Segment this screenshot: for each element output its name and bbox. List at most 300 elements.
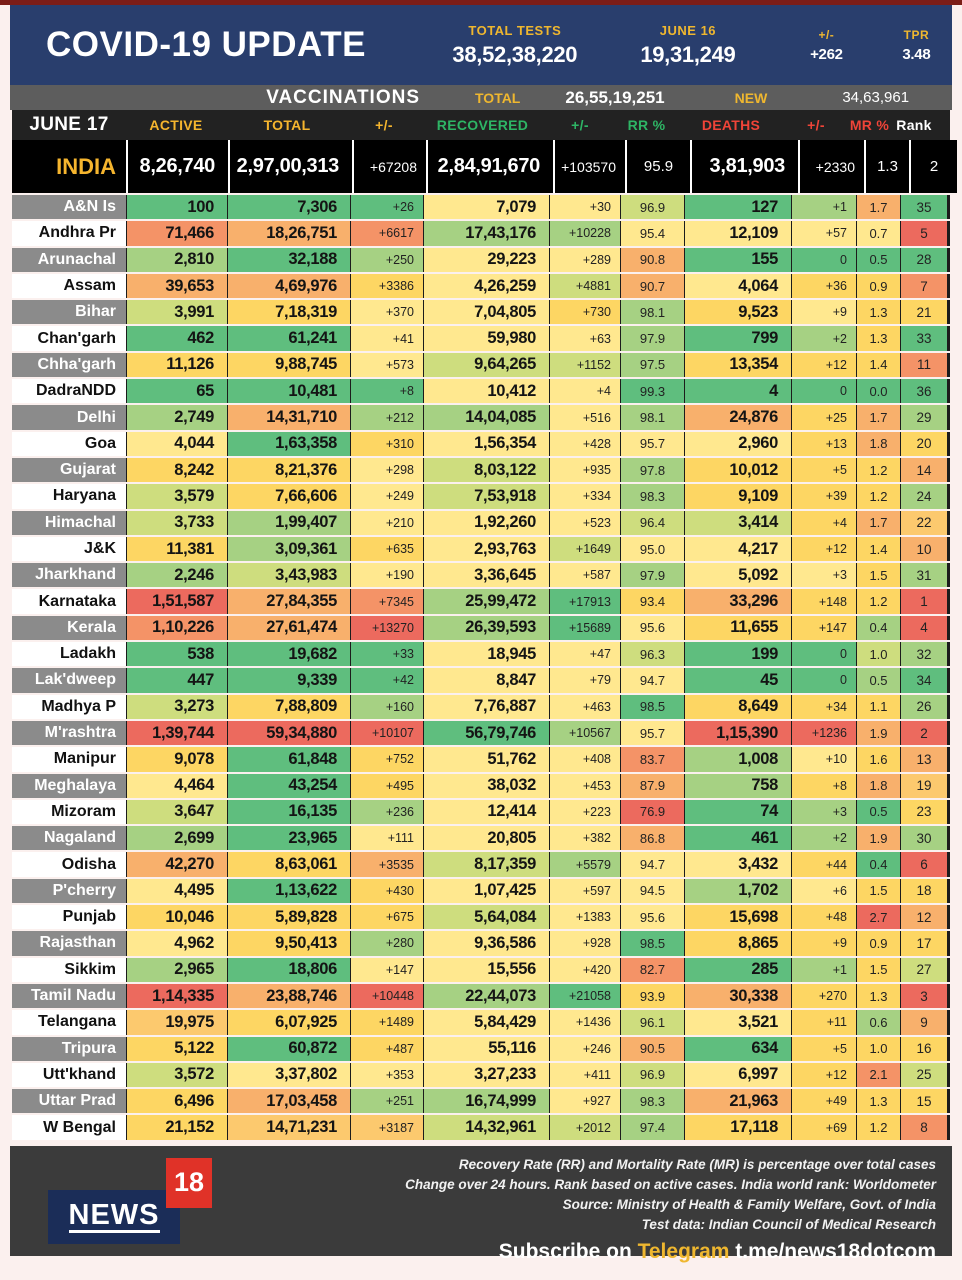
recovered-change-cell: +382 — [550, 826, 620, 850]
recovered-change-cell: +1383 — [550, 905, 620, 929]
rank-cell: 23 — [901, 800, 947, 824]
india-deaths-change-cell: +2330 — [800, 140, 864, 193]
active-change-cell: +298 — [351, 458, 423, 482]
state-name: J&K — [12, 537, 126, 561]
rr-pct-cell: 94.7 — [621, 852, 684, 876]
active-cell: 3,733 — [127, 511, 227, 535]
deaths-cell: 9,109 — [685, 484, 791, 508]
recovered-cell: 9,36,586 — [424, 931, 549, 955]
deaths-cell: 30,338 — [685, 984, 791, 1008]
total-tests-value: 38,52,38,220 — [452, 41, 578, 67]
deaths-change-cell: +1 — [792, 958, 856, 982]
table-row — [12, 432, 950, 456]
state-name: W Bengal — [12, 1115, 126, 1139]
recovered-cell: 18,945 — [424, 642, 549, 666]
deaths-cell: 17,118 — [685, 1115, 791, 1139]
recovered-change-cell: +4 — [550, 379, 620, 403]
deaths-cell: 11,655 — [685, 616, 791, 640]
mr-pct-cell: 1.4 — [857, 353, 900, 377]
deaths-change-cell: +44 — [792, 852, 856, 876]
deaths-cell: 285 — [685, 958, 791, 982]
vaccinations-total-value: 26,55,19,251 — [565, 87, 665, 107]
deaths-change-cell: +34 — [792, 695, 856, 719]
table-row — [12, 668, 950, 692]
active-cell: 8,242 — [127, 458, 227, 482]
rank-cell: 33 — [901, 326, 947, 350]
recovered-cell: 20,805 — [424, 826, 549, 850]
deaths-change-cell: 0 — [792, 642, 856, 666]
recovered-cell: 15,556 — [424, 958, 549, 982]
rr-pct-cell: 96.9 — [621, 1063, 684, 1087]
active-change-cell: +190 — [351, 563, 423, 587]
rr-pct-cell: 98.1 — [621, 405, 684, 429]
rr-pct-cell: 95.6 — [621, 616, 684, 640]
rank-cell: 28 — [901, 248, 947, 272]
rank-cell: 36 — [901, 379, 947, 403]
recovered-change-cell: +411 — [550, 1063, 620, 1087]
deaths-cell: 4,217 — [685, 537, 791, 561]
table-row — [12, 511, 950, 535]
recovered-change-cell: +246 — [550, 1037, 620, 1061]
mr-pct-cell: 1.2 — [857, 458, 900, 482]
total-cell: 23,88,746 — [228, 984, 350, 1008]
active-cell: 462 — [127, 326, 227, 350]
deaths-change-cell: +4 — [792, 511, 856, 535]
rank-cell: 27 — [901, 958, 947, 982]
tpr-stat — [881, 28, 952, 63]
rr-pct-cell: 97.9 — [621, 326, 684, 350]
active-cell: 3,579 — [127, 484, 227, 508]
table-row — [12, 616, 950, 640]
mr-pct-cell: 2.1 — [857, 1063, 900, 1087]
recovered-cell: 14,04,085 — [424, 405, 549, 429]
deaths-cell: 155 — [685, 248, 791, 272]
deaths-cell: 10,012 — [685, 458, 791, 482]
total-cell: 27,61,474 — [228, 616, 350, 640]
news18-logo — [48, 1167, 218, 1244]
active-change-cell: +280 — [351, 931, 423, 955]
active-cell: 100 — [127, 195, 227, 219]
recovered-cell: 5,84,429 — [424, 1010, 549, 1034]
active-cell: 1,39,744 — [127, 721, 227, 745]
deaths-change-cell: +49 — [792, 1089, 856, 1113]
active-cell: 4,044 — [127, 432, 227, 456]
table-row — [12, 195, 950, 219]
mr-pct-cell: 1.9 — [857, 721, 900, 745]
mr-pct-cell: 1.5 — [857, 563, 900, 587]
recovered-change-cell: +79 — [550, 668, 620, 692]
recovered-cell: 1,92,260 — [424, 511, 549, 535]
deaths-change-cell: 0 — [792, 248, 856, 272]
active-change-cell: +8 — [351, 379, 423, 403]
rr-pct-cell: 95.6 — [621, 905, 684, 929]
active-cell: 6,496 — [127, 1089, 227, 1113]
state-name: Bihar — [12, 300, 126, 324]
table-row — [12, 1063, 950, 1087]
column-header-rr-pct: RR % — [627, 117, 666, 133]
total-cell: 8,63,061 — [228, 852, 350, 876]
recovered-cell: 7,76,887 — [424, 695, 549, 719]
rank-cell: 32 — [901, 642, 947, 666]
column-header-recovered: RECOVERED — [436, 117, 529, 133]
recovered-change-cell: +587 — [550, 563, 620, 587]
subscribe-prefix: Subscribe on — [498, 1239, 638, 1263]
rank-cell: 21 — [901, 300, 947, 324]
active-change-cell: +675 — [351, 905, 423, 929]
recovered-cell: 25,99,472 — [424, 589, 549, 613]
active-cell: 39,653 — [127, 274, 227, 298]
active-cell: 3,991 — [127, 300, 227, 324]
table-row — [12, 353, 950, 377]
telegram-link[interactable]: Telegram — [637, 1239, 730, 1263]
mr-pct-cell: 1.8 — [857, 432, 900, 456]
total-cell: 3,09,361 — [228, 537, 350, 561]
total-cell: 8,21,376 — [228, 458, 350, 482]
recovered-change-cell: +928 — [550, 931, 620, 955]
state-name: Ladakh — [12, 642, 126, 666]
mr-pct-cell: 0.4 — [857, 616, 900, 640]
table-row — [12, 1115, 950, 1139]
deaths-change-cell: +12 — [792, 353, 856, 377]
state-rows — [12, 195, 950, 1140]
recovered-change-cell: +63 — [550, 326, 620, 350]
rr-pct-cell: 97.8 — [621, 458, 684, 482]
rr-pct-cell: 98.3 — [621, 484, 684, 508]
recovered-change-cell: +428 — [550, 432, 620, 456]
vaccinations-new-label: NEW — [734, 89, 768, 106]
recovered-cell: 16,74,999 — [424, 1089, 549, 1113]
india-active-cell: 8,26,740 — [128, 140, 228, 193]
deaths-change-cell: +11 — [792, 1010, 856, 1034]
deaths-change-cell: +9 — [792, 300, 856, 324]
active-change-cell: +310 — [351, 432, 423, 456]
deaths-change-cell: +12 — [792, 1063, 856, 1087]
active-change-cell: +236 — [351, 800, 423, 824]
deaths-cell: 3,414 — [685, 511, 791, 535]
rr-pct-cell: 90.5 — [621, 1037, 684, 1061]
deaths-cell: 13,354 — [685, 353, 791, 377]
active-change-cell: +147 — [351, 958, 423, 982]
rr-pct-cell: 87.9 — [621, 774, 684, 798]
active-cell: 2,965 — [127, 958, 227, 982]
table-row — [12, 221, 950, 245]
mr-pct-cell: 1.6 — [857, 747, 900, 771]
rr-pct-cell: 76.9 — [621, 800, 684, 824]
mr-pct-cell: 1.0 — [857, 642, 900, 666]
rank-cell: 26 — [901, 695, 947, 719]
mr-pct-cell: 1.2 — [857, 484, 900, 508]
deaths-cell: 1,008 — [685, 747, 791, 771]
recovered-cell: 17,43,176 — [424, 221, 549, 245]
active-cell: 19,975 — [127, 1010, 227, 1034]
mr-pct-cell: 0.7 — [857, 221, 900, 245]
active-change-cell: +249 — [351, 484, 423, 508]
tpr-label: TPR — [903, 27, 930, 42]
rank-cell: 9 — [901, 1010, 947, 1034]
mr-pct-cell: 1.5 — [857, 879, 900, 903]
june16-label: JUNE 16 — [659, 22, 717, 38]
active-change-cell: +13270 — [351, 616, 423, 640]
total-cell: 3,37,802 — [228, 1063, 350, 1087]
table-row — [12, 879, 950, 903]
footer-note-line: Recovery Rate (RR) and Mortality Rate (MR) is percentage over total cases — [458, 1156, 936, 1172]
deaths-cell: 6,997 — [685, 1063, 791, 1087]
deaths-change-cell: +69 — [792, 1115, 856, 1139]
total-cell: 18,806 — [228, 958, 350, 982]
covid-table — [12, 110, 950, 1140]
india-deaths-cell: 3,81,903 — [692, 140, 798, 193]
active-cell: 11,126 — [127, 353, 227, 377]
india-total-cell: 2,97,00,313 — [230, 140, 352, 193]
india-row — [12, 140, 950, 193]
deaths-cell: 9,523 — [685, 300, 791, 324]
india-rank-cell: 2 — [911, 140, 957, 193]
state-name: Manipur — [12, 747, 126, 771]
footer-note-line: Test data: Indian Council of Medical Research — [641, 1216, 936, 1232]
state-name: Punjab — [12, 905, 126, 929]
deaths-cell: 1,15,390 — [685, 721, 791, 745]
recovered-change-cell: +334 — [550, 484, 620, 508]
total-cell: 16,135 — [228, 800, 350, 824]
mr-pct-cell: 1.3 — [857, 984, 900, 1008]
deaths-cell: 461 — [685, 826, 791, 850]
rank-cell: 11 — [901, 353, 947, 377]
table-row — [12, 747, 950, 771]
active-change-cell: +41 — [351, 326, 423, 350]
active-change-cell: +33 — [351, 642, 423, 666]
india-label: INDIA — [12, 140, 126, 193]
rank-cell: 34 — [901, 668, 947, 692]
total-cell: 17,03,458 — [228, 1089, 350, 1113]
recovered-change-cell: +15689 — [550, 616, 620, 640]
rr-pct-cell: 93.9 — [621, 984, 684, 1008]
rank-cell: 12 — [901, 905, 947, 929]
rr-pct-cell: 98.5 — [621, 931, 684, 955]
state-name: Telangana — [12, 1010, 126, 1034]
active-cell: 1,51,587 — [127, 589, 227, 613]
active-change-cell: +573 — [351, 353, 423, 377]
mr-pct-cell: 0.5 — [857, 668, 900, 692]
recovered-change-cell: +935 — [550, 458, 620, 482]
footer-note-line: Source: Ministry of Health & Family Welfare, Govt. of India — [562, 1196, 936, 1212]
recovered-change-cell: +1436 — [550, 1010, 620, 1034]
active-cell: 65 — [127, 379, 227, 403]
total-cell: 23,965 — [228, 826, 350, 850]
rank-cell: 2 — [901, 721, 947, 745]
total-cell: 7,66,606 — [228, 484, 350, 508]
total-cell: 27,84,355 — [228, 589, 350, 613]
active-cell: 4,464 — [127, 774, 227, 798]
rank-cell: 10 — [901, 537, 947, 561]
table-row — [12, 537, 950, 561]
rank-cell: 20 — [901, 432, 947, 456]
active-change-cell: +487 — [351, 1037, 423, 1061]
rr-pct-cell: 82.7 — [621, 958, 684, 982]
active-cell: 2,699 — [127, 826, 227, 850]
active-change-cell: +370 — [351, 300, 423, 324]
active-change-cell: +1489 — [351, 1010, 423, 1034]
active-cell: 1,14,335 — [127, 984, 227, 1008]
june16-stat — [604, 23, 772, 68]
state-name: Utt'khand — [12, 1063, 126, 1087]
rank-cell: 25 — [901, 1063, 947, 1087]
deaths-cell: 3,432 — [685, 852, 791, 876]
total-cell: 10,481 — [228, 379, 350, 403]
state-name: Delhi — [12, 405, 126, 429]
deaths-change-cell: +2 — [792, 826, 856, 850]
june16-value: 19,31,249 — [640, 41, 736, 67]
total-cell: 7,18,319 — [228, 300, 350, 324]
deaths-change-cell: +13 — [792, 432, 856, 456]
header-bar — [10, 5, 952, 85]
deaths-cell: 2,960 — [685, 432, 791, 456]
recovered-change-cell: +289 — [550, 248, 620, 272]
recovered-change-cell: +463 — [550, 695, 620, 719]
rank-cell: 18 — [901, 879, 947, 903]
state-name: Rajasthan — [12, 931, 126, 955]
deaths-change-cell: +39 — [792, 484, 856, 508]
rank-cell: 35 — [901, 195, 947, 219]
state-name: Madhya P — [12, 695, 126, 719]
mr-pct-cell: 1.2 — [857, 589, 900, 613]
state-name: Arunachal — [12, 248, 126, 272]
deaths-cell: 21,963 — [685, 1089, 791, 1113]
total-cell: 5,89,828 — [228, 905, 350, 929]
total-cell: 43,254 — [228, 774, 350, 798]
recovered-cell: 4,26,259 — [424, 274, 549, 298]
vaccinations-title: VACCINATIONS — [266, 86, 420, 108]
mr-pct-cell: 0.5 — [857, 248, 900, 272]
mr-pct-cell: 1.2 — [857, 1115, 900, 1139]
active-change-cell: +3187 — [351, 1115, 423, 1139]
total-cell: 61,241 — [228, 326, 350, 350]
mr-pct-cell: 0.9 — [857, 931, 900, 955]
column-header-rank: Rank — [896, 117, 932, 133]
active-cell: 42,270 — [127, 852, 227, 876]
recovered-change-cell: +2012 — [550, 1115, 620, 1139]
deaths-cell: 45 — [685, 668, 791, 692]
total-cell: 32,188 — [228, 248, 350, 272]
table-row — [12, 326, 950, 350]
column-header-active: ACTIVE — [149, 117, 203, 133]
active-change-cell: +212 — [351, 405, 423, 429]
active-change-cell: +251 — [351, 1089, 423, 1113]
recovered-cell: 29,223 — [424, 248, 549, 272]
rr-pct-cell: 99.3 — [621, 379, 684, 403]
column-header-row — [12, 110, 950, 140]
rr-pct-cell: 94.5 — [621, 879, 684, 903]
state-name: Uttar Prad — [12, 1089, 126, 1113]
rank-cell: 7 — [901, 274, 947, 298]
active-change-cell: +3386 — [351, 274, 423, 298]
india-active-change-cell: +67208 — [354, 140, 426, 193]
recovered-change-cell: +927 — [550, 1089, 620, 1113]
table-row — [12, 589, 950, 613]
active-change-cell: +10448 — [351, 984, 423, 1008]
deaths-change-cell: +147 — [792, 616, 856, 640]
rr-pct-cell: 95.7 — [621, 721, 684, 745]
active-cell: 1,10,226 — [127, 616, 227, 640]
active-cell: 3,273 — [127, 695, 227, 719]
recovered-cell: 8,847 — [424, 668, 549, 692]
state-name: P'cherry — [12, 879, 126, 903]
rank-cell: 24 — [901, 484, 947, 508]
state-name: Mizoram — [12, 800, 126, 824]
active-change-cell: +7345 — [351, 589, 423, 613]
table-row — [12, 300, 950, 324]
rr-pct-cell: 94.7 — [621, 668, 684, 692]
vaccinations-bar — [10, 85, 952, 110]
mr-pct-cell: 1.5 — [857, 958, 900, 982]
active-cell: 9,078 — [127, 747, 227, 771]
table-row — [12, 563, 950, 587]
total-cell: 1,13,622 — [228, 879, 350, 903]
india-recovered-cell: 2,84,91,670 — [428, 140, 553, 193]
deaths-cell: 799 — [685, 326, 791, 350]
table-row — [12, 1037, 950, 1061]
total-cell: 9,88,745 — [228, 353, 350, 377]
active-change-cell: +10107 — [351, 721, 423, 745]
deaths-change-cell: +3 — [792, 563, 856, 587]
deaths-change-cell: +25 — [792, 405, 856, 429]
deaths-change-cell: 0 — [792, 379, 856, 403]
rank-cell: 8 — [901, 1115, 947, 1139]
active-cell: 2,749 — [127, 405, 227, 429]
subscribe-url[interactable]: t.me/news18dotcom — [729, 1239, 936, 1263]
table-row — [12, 800, 950, 824]
table-row — [12, 1089, 950, 1113]
recovered-cell: 22,44,073 — [424, 984, 549, 1008]
deaths-change-cell: 0 — [792, 668, 856, 692]
state-name: Haryana — [12, 484, 126, 508]
state-name: Karnataka — [12, 589, 126, 613]
table-row — [12, 248, 950, 272]
state-name: Lak'dweep — [12, 668, 126, 692]
active-cell: 447 — [127, 668, 227, 692]
deaths-change-cell: +1236 — [792, 721, 856, 745]
table-row — [12, 984, 950, 1008]
deaths-cell: 15,698 — [685, 905, 791, 929]
state-name: Sikkim — [12, 958, 126, 982]
active-cell: 2,246 — [127, 563, 227, 587]
recovered-change-cell: +408 — [550, 747, 620, 771]
rr-pct-cell: 96.1 — [621, 1010, 684, 1034]
recovered-cell: 9,64,265 — [424, 353, 549, 377]
recovered-cell: 51,762 — [424, 747, 549, 771]
footer-note-line: Change over 24 hours. Rank based on active cases. India world rank: Worldometer — [405, 1176, 936, 1192]
recovered-change-cell: +30 — [550, 195, 620, 219]
active-change-cell: +42 — [351, 668, 423, 692]
active-change-cell: +26 — [351, 195, 423, 219]
deaths-cell: 127 — [685, 195, 791, 219]
deaths-cell: 4 — [685, 379, 791, 403]
recovered-cell: 26,39,593 — [424, 616, 549, 640]
active-cell: 71,466 — [127, 221, 227, 245]
deaths-cell: 1,702 — [685, 879, 791, 903]
active-change-cell: +635 — [351, 537, 423, 561]
mr-pct-cell: 1.4 — [857, 537, 900, 561]
column-header-active-change: +/- — [375, 117, 393, 133]
date-column-header: JUNE 17 — [29, 114, 109, 135]
mr-pct-cell: 2.7 — [857, 905, 900, 929]
total-cell: 7,88,809 — [228, 695, 350, 719]
rr-pct-cell: 97.4 — [621, 1115, 684, 1139]
rr-pct-cell: 96.9 — [621, 195, 684, 219]
table-row — [12, 379, 950, 403]
mr-pct-cell: 1.3 — [857, 300, 900, 324]
total-cell: 18,26,751 — [228, 221, 350, 245]
recovered-change-cell: +1649 — [550, 537, 620, 561]
